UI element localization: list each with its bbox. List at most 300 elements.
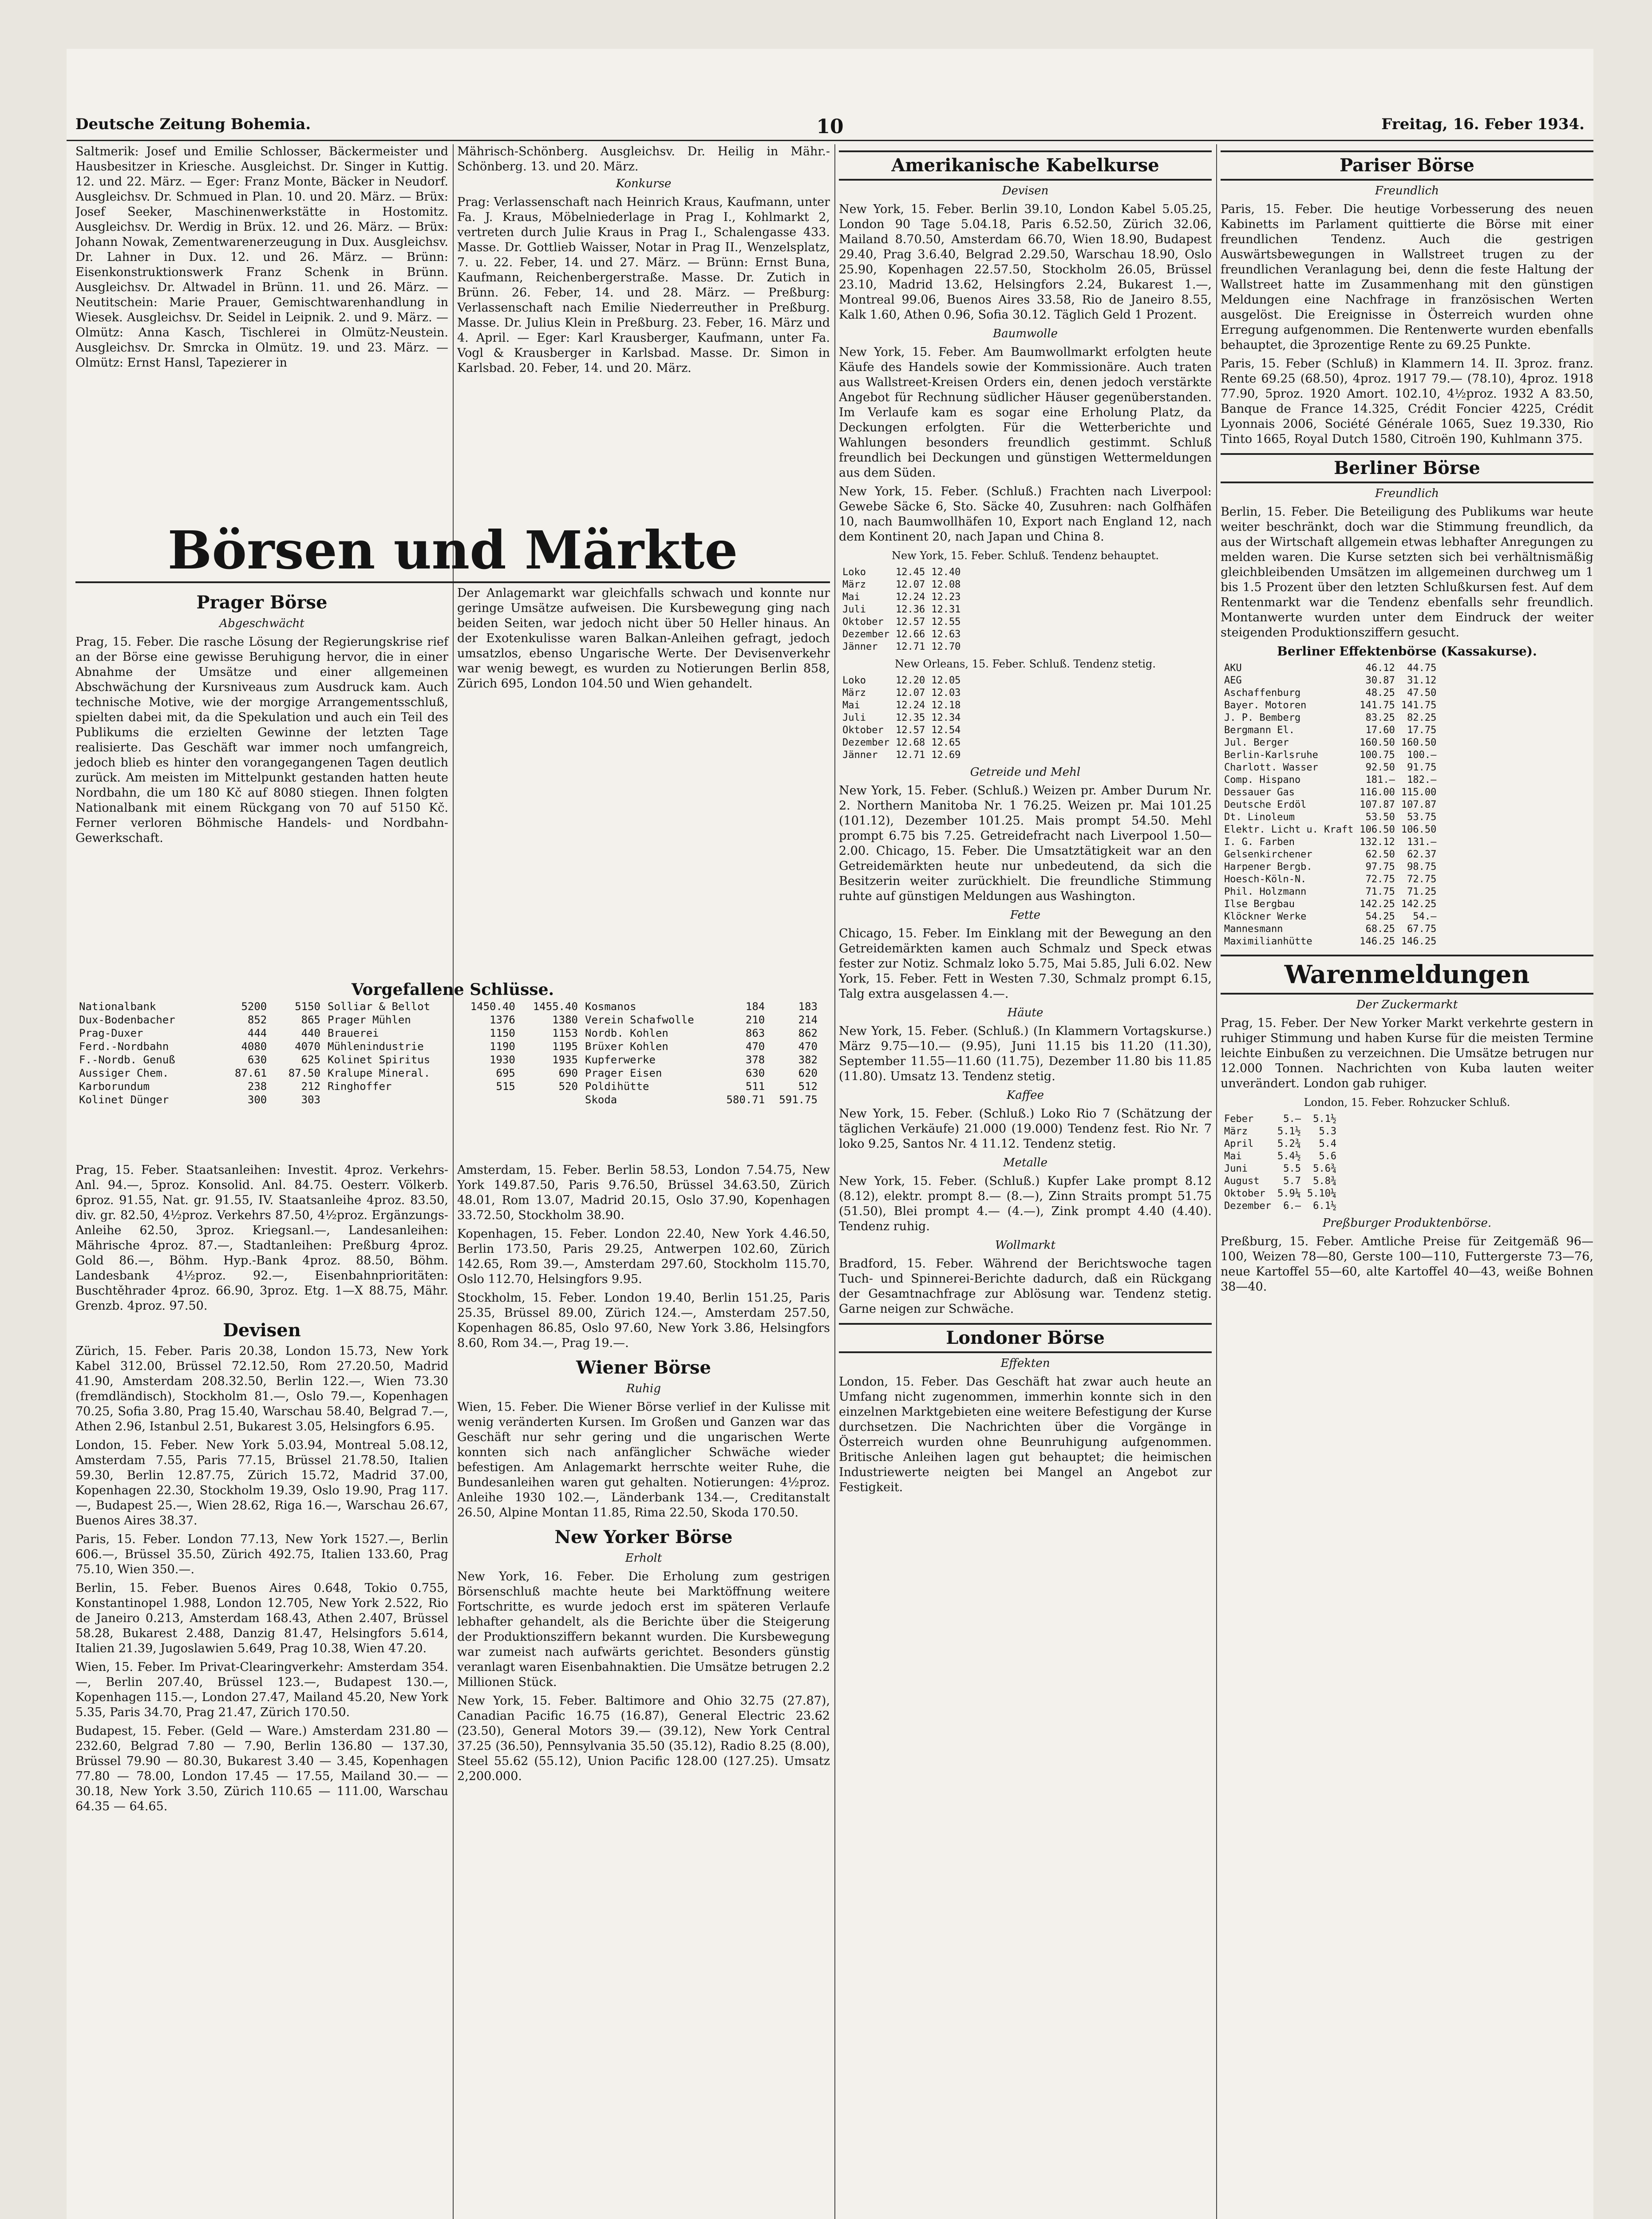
row-value: 1195 <box>552 1040 578 1053</box>
row-value: 12.40 <box>931 567 961 578</box>
row-value: 12.70 <box>931 641 961 652</box>
row-label: Mai <box>842 700 860 711</box>
row-value: 72.75 <box>1407 874 1437 885</box>
row-value: 1380 <box>552 1014 578 1026</box>
devisen-wien: Wien, 15. Feber. Im Privat-Clearingverkehr: Amsterdam 354.—, Berlin 207.40, Brüssel 123.—, Budapest 130.—, Kopenhagen 115.—, London 27.47, Mailand 45.20, New York 5.35, Paris 34.70, Prag 21.47, Zürich 170.50. <box>75 1660 448 1719</box>
row-value: 68.25 <box>1365 924 1395 935</box>
ny-devisen-text: New York, 15. Feber. Berlin 39.10, London Kabel 5.05.25, London 90 Tage 5.04.18, Paris 6.52.50, Zürich 32.06, Mailand 8.70.50, Amsterdam 66.70, Wien 18.90, Budapest 29.40, Prag 3.6.40, Belgrad 2.29.50, Warschau 18.90, Oslo 25.90, Kopenhagen 22.57.50, Stockholm 26.05, Brüssel 23.10, Madrid 13.62, Helsingfors 2.24, Bukarest 1.—, Montreal 99.06, Buenos Aires 33.58, Rio de Janeiro 8.55, Kalk 1.60, Athen 0.96, Sofia 30.12. Täglich Geld 1 Prozent. <box>839 202 1212 322</box>
londoner-boerse-heading: Londoner Börse <box>839 1323 1212 1353</box>
table-row <box>1221 687 1439 699</box>
row-label: Juni <box>1224 1163 1248 1174</box>
row-label: Mai <box>842 592 860 603</box>
table-row <box>581 1053 821 1066</box>
prager-boerse-text: Prag, 15. Feber. Die rasche Lösung der Regierungskrise rief an der Börse eine gewisse Beruhigung hervor, die in einer Abnahme der Umsätze und einer allgemeinen Abschwächung der Kursniveaus zum Ausdruck kam. Auch technische Motive, wie der morgige Arrangementsschluß, spielten dabei mit, da die Spekulation und auch ein Teil des Publikums die erzielten Gewinne der letzten Tage realisierte. Das Geschäft war immer noch umfangreich, jedoch blieb es hinter den vorangegangenen Tagen deutlich zurück. Am meisten im Mittelpunkt gestanden hatten heute Nordbahn, die um 180 Kč auf 8080 stiegen. Ihnen folgten Nationalbank mit einem Rückgang von 70 auf 5150 Kč. Ferner verloren Böhmische Handels- und Nordbahn-Gewerkschaft. <box>75 635 448 845</box>
row-value: 862 <box>798 1027 818 1039</box>
masthead-title: Deutsche Zeitung Bohemia. <box>75 115 311 133</box>
row-value: 12.20 <box>895 675 925 686</box>
row-value: 591.75 <box>779 1094 818 1106</box>
row-value: 12.66 <box>895 629 925 640</box>
row-label: Loko <box>842 675 866 686</box>
zucker-table <box>1221 1113 1340 1213</box>
row-value: 100.75 <box>1360 750 1395 761</box>
row-value: 12.34 <box>931 712 961 723</box>
row-value: 54.— <box>1413 911 1437 922</box>
row-value: 106.50 <box>1360 824 1395 835</box>
pariser-boerse-heading: Pariser Börse <box>1221 150 1593 181</box>
table-row <box>75 1066 324 1080</box>
row-label: Ilse Bergbau <box>1224 899 1295 910</box>
row-value: 1930 <box>490 1054 515 1066</box>
row-value: 12.63 <box>931 629 961 640</box>
ny-fracht-text: New York, 15. Feber. (Schluß.) Frachten nach Liverpool: Gewebe Säcke 6, Sto. Säcke 40, Zusuhren: nach Golfhäfen 10, nach Baumwollhäfen 10, Export nach England 12, nach dem Kontinent 20, nach Japan und China 8. <box>839 485 1212 544</box>
row-value: 512 <box>798 1080 818 1093</box>
baumwolle-ny-table <box>839 566 964 654</box>
haeute-text: New York, 15. Feber. (Schluß.) (In Klammern Vortagskurse.) März 9.75—10.— (9.95), Juni 11.15 bis 11.20 (11.30), September 11.55—11.60 (11.75), Dezember 11.80 bis 11.85 (11.80). Umsatz 13. Tendenz stetig. <box>839 1024 1212 1083</box>
row-value: 98.75 <box>1407 861 1437 873</box>
table-row <box>581 1080 821 1093</box>
table-row <box>840 675 963 687</box>
row-value: 12.24 <box>895 700 925 711</box>
table-row <box>1221 787 1439 798</box>
row-value: 214 <box>798 1014 818 1026</box>
pariser-boerse-kurse: Paris, 15. Feber (Schluß) in Klammern 14. II. 3proz. franz. Rente 69.25 (68.50), 4proz. 1917 79.— (78.10), 4proz. 1918 77.90, 5proz. 1920 Amort. 102.10, 4½proz. 1932 A 83.50, Banque de France 14.325, Crédit Foncier 4225, Crédit Lyonnais 2006, Société Générale 1065, Suez 19.330, Rio Tinto 1665, Royal Dutch 1580, Citroën 190, Kuhlmann 375. <box>1221 357 1593 446</box>
row-value: 5.4½ <box>1277 1151 1301 1162</box>
row-value: 5.6¾ <box>1313 1163 1337 1174</box>
haeute-heading: Häute <box>1007 1006 1043 1019</box>
konkurse-text: Prag: Verlassenschaft nach Heinrich Kraus, Kaufmann, unter Fa. J. Kraus, Möbelniederlage in Prag I., Kohlmarkt 2, vertreten durch Julie Kraus in Prag I., Schalengasse 433. Masse. Dr. Gottlieb Waisser, Notar in Prag II., Wenzelsplatz, 7. u. 22. Feber, 14. und 27. März. — Brünn: Ernst Buna, Kaufmann, Reichenbergerstraße. Masse. Dr. Zutich in Brünn. 26. Feber, 14. und 28. März. — Preßburg: Verlassenschaft nach Emilie Niederreuther in Preßburg. Masse. Dr. Julius Klein in Preßburg. 23. Feber, 16. März und 4. April. — Eger: Karl Krausberger, Kaufmann, unter Fa. Vogl & Krausberger in Karlsbad. Masse. Dr. Simon in Karlsbad. 20. Feber, 14. und 20. März. <box>457 195 830 375</box>
row-label: Gelsenkirchener <box>1224 849 1312 860</box>
new-yorker-boerse-text: New York, 16. Feber. Die Erholung zum gestrigen Börsenschluß machte heute bei Marktöffnung weitere Fortschritte, es wurde jedoch erst im späteren Verlaufe lebhafter gehandelt, als die Berichte über die Steigerung der Produktionsziffern bekannt wurden. Die Kursbewegung war zumeist nach aufwärts gerichtet. Besonders günstig veranlagt waren Eisenbahnaktien. Die Umsätze betrugen 2.2 Millionen Stück. <box>457 1570 830 1689</box>
row-label: Jul. Berger <box>1224 737 1289 748</box>
row-value: 92.50 <box>1365 762 1395 773</box>
table-row <box>840 592 963 603</box>
row-label: Nationalbank <box>79 1000 156 1013</box>
row-value: 625 <box>301 1054 320 1066</box>
row-label: Skoda <box>585 1094 617 1106</box>
table-row <box>1221 712 1439 724</box>
zucker-table-head: London, 15. Feber. Rohzucker Schluß. <box>1304 1096 1510 1109</box>
row-label: Kosmanos <box>585 1000 636 1013</box>
row-value: 62.50 <box>1365 849 1395 860</box>
row-label: Brüxer Kohlen <box>585 1040 668 1053</box>
row-label: Kolinet Dünger <box>79 1094 169 1106</box>
row-value: 863 <box>745 1027 765 1039</box>
table-row <box>1221 812 1439 823</box>
row-value: 511 <box>745 1080 765 1093</box>
row-value: 107.87 <box>1401 799 1437 810</box>
table-row <box>1221 774 1439 786</box>
row-value: 690 <box>558 1067 578 1079</box>
table-row <box>75 1000 324 1013</box>
row-value: 82.25 <box>1407 712 1437 723</box>
wollmarkt-text: Bradford, 15. Feber. Während der Berichtswoche tagen Tuch- und Spinnerei-Berichte dadurch, daß ein Rückgang der Gesamtnachfrage zur Ablösung war. Tendenz stetig. Garne neigen zur Schwäche. <box>839 1257 1212 1316</box>
row-label: Juli <box>842 604 866 615</box>
row-label: April <box>1224 1138 1254 1149</box>
table-row <box>1221 663 1439 674</box>
table-row <box>840 712 963 724</box>
row-value: 12.05 <box>931 675 961 686</box>
row-value: 12.24 <box>895 592 925 603</box>
table-row <box>75 1027 324 1040</box>
pressburg-text: Preßburg, 15. Feber. Amtliche Preise für Zeitgemäß 96—100, Weizen 78—80, Gerste 100—110, Futtergerste 73—76, neue Kartoffel 55—60, alte Kartoffel 40—43, weiße Bohnen 38—40. <box>1221 1235 1593 1294</box>
table-row <box>840 604 963 616</box>
table-row <box>75 1053 324 1066</box>
pariser-boerse-text: Paris, 15. Feber. Die heutige Vorbesserung des neuen Kabinetts im Parlament quittierte die Börse mit einer freundlichen Tendenz. Auch die gestrigen Auswärtsbewegungen in Wallstreet trugen zu der freundlichen Veranlagung bei, denn die feste Haltung der Wallstreet hatte im Zusammenhang mit den günstigen Meldungen eine Nachfrage in französischen Werten ausgelöst. Die Ereignisse in Österreich wurden ohne Erregung aufgenommen. Die Rentenwerte wurden ebenfalls behauptet, die 3prozentige Rente zu 69.25 Punkte. <box>1221 202 1593 352</box>
row-label: J. P. Bemberg <box>1224 712 1301 723</box>
table-row <box>1221 1188 1339 1200</box>
table-row <box>1221 700 1439 711</box>
table-row <box>324 1040 581 1053</box>
baumwolle-heading: Baumwolle <box>993 327 1058 340</box>
row-value: 87.61 <box>234 1067 267 1079</box>
row-label: Dezember <box>842 737 889 748</box>
prager-boerse-cont <box>457 586 830 691</box>
row-value: 440 <box>301 1027 320 1039</box>
kaffee-text: New York, 15. Feber. (Schluß.) Loko Rio 7 (Schätzung der täglichen Verkäufe) 21.000 (19.000) Tendenz fest. Rio Nr. 7 loko 9.25, Santos Nr. 4 11.12. Tendenz stetig. <box>839 1107 1212 1151</box>
row-value: 5.8¾ <box>1313 1176 1337 1187</box>
row-value: 91.75 <box>1407 762 1437 773</box>
row-value: 62.37 <box>1407 849 1437 860</box>
table-row <box>840 687 963 699</box>
warenmeldungen-heading: Warenmeldungen <box>1221 955 1593 995</box>
table-row <box>1221 861 1439 873</box>
table-row <box>1221 1113 1339 1125</box>
baumwolle-no-table <box>839 674 964 762</box>
row-value: 54.25 <box>1365 911 1395 922</box>
row-value: 115.00 <box>1401 787 1437 798</box>
row-value: 17.75 <box>1407 725 1437 736</box>
table-row <box>1221 924 1439 935</box>
masthead <box>67 115 1593 138</box>
baumwolle-no-table-head: New Orleans, 15. Feber. Schluß. Tendenz stetig. <box>894 658 1156 670</box>
row-value: 5.10¼ <box>1307 1188 1337 1199</box>
pariser-boerse-sub: Freundlich <box>1375 184 1439 197</box>
row-label: Aschaffenburg <box>1224 687 1301 699</box>
row-value: 4080 <box>241 1040 267 1053</box>
row-label: Nordb. Kohlen <box>585 1027 668 1039</box>
konkurse-heading: Konkurse <box>616 177 672 190</box>
wiener-boerse-sub: Ruhig <box>626 1382 661 1395</box>
table-row <box>840 737 963 749</box>
row-value: 106.50 <box>1401 824 1437 835</box>
row-label: Brauerei <box>328 1027 379 1039</box>
getreide-heading: Getreide und Mehl <box>970 766 1081 779</box>
table-row <box>581 1093 821 1106</box>
table-row <box>1221 737 1439 749</box>
row-label: Loko <box>842 567 866 578</box>
row-value: 141.75 <box>1360 700 1395 711</box>
row-value: 12.57 <box>895 725 925 736</box>
row-value: 132.12 <box>1360 837 1395 848</box>
row-value: 17.60 <box>1365 725 1395 736</box>
row-value: 31.12 <box>1407 675 1437 686</box>
row-value: 5.5 <box>1283 1163 1301 1174</box>
table-row <box>324 1066 581 1080</box>
berliner-boerse-sub: Freundlich <box>1375 487 1439 500</box>
vorgefallene-heading: Vorgefallene Schlüsse. <box>351 980 554 999</box>
row-label: Mannesmann <box>1224 924 1283 935</box>
table-row <box>1221 1200 1339 1212</box>
metalle-text: New York, 15. Feber. (Schluß.) Kupfer Lake prompt 8.12 (8.12), elektr. prompt 8.— (8.—), Zinn Straits prompt 51.75 (51.50), Blei prompt 4.— (4.—), Zink prompt 4.40 (4.40). Tendenz ruhig. <box>839 1174 1212 1233</box>
row-value: 5.6 <box>1319 1151 1337 1162</box>
new-yorker-boerse-kurse: New York, 15. Feber. Baltimore and Ohio 32.75 (27.87), Canadian Pacific 16.75 (16.87), General Electric 23.62 (23.50), General Motors 39.— (39.12), New York Central 37.25 (36.50), Pennsylvania 35.50 (35.12), Radio 8.25 (8.00), Steel 55.62 (55.12), Union Pacific 128.00 (127.25). Umsatz 2,200.000. <box>457 1694 830 1783</box>
row-value: 12.65 <box>931 737 961 748</box>
row-value: 6.— <box>1283 1200 1301 1212</box>
row-value: 87.50 <box>288 1067 320 1079</box>
row-value: 48.25 <box>1365 687 1395 699</box>
kopenhagen-text: Kopenhagen, 15. Feber. London 22.40, New York 4.46.50, Berlin 173.50, Paris 29.25, Antwerpen 102.60, Zürich 142.65, Rom 39.—, Amsterdam 297.60, Stockholm 115.70, Oslo 112.70, Helsingfors 9.95. <box>457 1227 830 1286</box>
column-1-bottom <box>75 1163 448 1814</box>
row-label: Comp. Hispano <box>1224 774 1301 786</box>
masthead-rule <box>67 140 1593 141</box>
schluesse-table-mid <box>324 1000 581 1093</box>
row-value: 1376 <box>490 1014 515 1026</box>
devisen-zurich: Zürich, 15. Feber. Paris 20.38, London 15.73, New York Kabel 312.00, Brüssel 72.12.50, Rom 27.20.50, Madrid 41.90, Amsterdam 208.32.50, Berlin 122.—, Wien 73.30 (fremdländisch), Stockholm 81.—, Oslo 79.—, Kopenhagen 70.25, Sofia 3.80, Prag 15.40, Warschau 58.40, Belgrad 7.—, Athen 2.96, Istanbul 2.51, Bukarest 3.05, Helsingfors 6.95. <box>75 1344 448 1433</box>
row-value: 6.1½ <box>1313 1200 1337 1212</box>
zuckermarkt-text: Prag, 15. Feber. Der New Yorker Markt verkehrte gestern in ruhiger Stimmung und haben Kurse für die meisten Termine leichte Einbußen zu verzeichnen. Die Umsätze betrugen nur 12.000 Tonnen. Nachrichten von Kuba lauten weiter unverändert. London gab ruhiger. <box>1221 1016 1593 1090</box>
devisen-berlin: Berlin, 15. Feber. Buenos Aires 0.648, Tokio 0.755, Konstantinopel 1.988, London 12.705, New York 2.522, Rio de Janeiro 0.213, Amsterdam 168.43, Athen 2.407, Brüssel 58.28, Bukarest 2.488, Danzig 81.47, Helsingfors 5.614, Italien 21.39, Jugoslawien 5.649, Prag 10.38, Wien 47.20. <box>75 1581 448 1655</box>
row-label: AKU <box>1224 663 1242 674</box>
row-label: Berlin-Karlsruhe <box>1224 750 1318 761</box>
row-value: 12.69 <box>931 750 961 761</box>
row-value: 1190 <box>490 1040 515 1053</box>
row-value: 146.25 <box>1401 936 1437 947</box>
row-value: 146.25 <box>1360 936 1395 947</box>
row-value: 46.12 <box>1365 663 1395 674</box>
row-value: 300 <box>247 1094 267 1106</box>
table-row <box>1221 762 1439 774</box>
row-label: Charlott. Wasser <box>1224 762 1318 773</box>
row-label: Dessauer Gas <box>1224 787 1295 798</box>
row-value: 520 <box>558 1080 578 1093</box>
row-value: 183 <box>798 1000 818 1013</box>
prager-boerse-section <box>75 586 448 846</box>
row-label: Dux-Bodenbacher <box>79 1014 175 1026</box>
row-label: Oktober <box>842 616 884 628</box>
row-value: 1153 <box>552 1027 578 1039</box>
row-value: 72.75 <box>1365 874 1395 885</box>
wollmarkt-heading: Wollmarkt <box>995 1239 1056 1252</box>
row-value: 630 <box>247 1054 267 1066</box>
row-value: 695 <box>496 1067 515 1079</box>
row-value: 12.57 <box>895 616 925 628</box>
row-value: 5200 <box>241 1000 267 1013</box>
row-label: Prager Eisen <box>585 1067 662 1079</box>
row-value: 160.50 <box>1401 737 1437 748</box>
row-value: 5.4 <box>1319 1138 1337 1149</box>
row-label: I. G. Farben <box>1224 837 1295 848</box>
row-value: 184 <box>745 1000 765 1013</box>
row-value: 515 <box>496 1080 515 1093</box>
row-value: 303 <box>301 1094 320 1106</box>
row-value: 382 <box>798 1054 818 1066</box>
table-row <box>75 1080 324 1093</box>
column-divider <box>1216 144 1217 2219</box>
londoner-boerse-text: London, 15. Feber. Das Geschäft hat zwar auch heute an Umfang nicht zugenommen, immerhin konnte sich in den einzelnen Marktgebieten eine weitere Befestigung der Kurse durchsetzen. Die Nachrichten über die Vorgänge in Österreich wurden ohne Beunruhigung aufgenommen. Britische Anleihen lagen gut behauptet; die heimischen Industriewerte neigten bei Mangel an Angebot zur Festigkeit. <box>839 1375 1212 1494</box>
londoner-boerse-sub: Effekten <box>1000 1357 1050 1370</box>
table-row <box>1221 911 1439 923</box>
row-value: 12.36 <box>895 604 925 615</box>
table-row <box>1221 799 1439 811</box>
row-label: Dezember <box>1224 1200 1271 1212</box>
row-value: 142.25 <box>1401 899 1437 910</box>
table-row <box>840 700 963 711</box>
row-label: Juli <box>842 712 866 723</box>
row-label: März <box>842 579 866 590</box>
table-row <box>840 750 963 761</box>
table-row <box>1221 874 1439 885</box>
prager-boerse-heading: Prager Börse <box>196 592 328 613</box>
row-value: 30.87 <box>1365 675 1395 686</box>
row-value: 181.— <box>1365 774 1395 786</box>
row-label: Prag-Duxer <box>79 1027 143 1039</box>
row-value: 160.50 <box>1360 737 1395 748</box>
table-row <box>1221 1126 1339 1137</box>
row-label: Aussiger Chem. <box>79 1067 169 1079</box>
row-value: 12.07 <box>895 687 925 699</box>
row-value: 47.50 <box>1407 687 1437 699</box>
row-label: Maximilianhütte <box>1224 936 1312 947</box>
row-label: März <box>842 687 866 699</box>
row-value: 12.08 <box>931 579 961 590</box>
table-row <box>1221 824 1439 836</box>
table-row <box>581 1000 821 1013</box>
new-yorker-boerse-heading: New Yorker Börse <box>554 1527 733 1548</box>
row-value: 470 <box>798 1040 818 1053</box>
table-row <box>1221 886 1439 898</box>
row-label: Karborundum <box>79 1080 150 1093</box>
table-row <box>324 1000 581 1013</box>
row-label: Ferd.-Nordbahn <box>79 1040 169 1053</box>
vorgefallene-schluesse <box>75 980 830 1106</box>
row-value: 1450.40 <box>470 1000 515 1013</box>
row-value: 83.25 <box>1365 712 1395 723</box>
row-label: Phil. Holzmann <box>1224 886 1307 897</box>
table-row <box>1221 750 1439 761</box>
table-row <box>840 567 963 578</box>
row-value: 5.9¼ <box>1277 1188 1301 1199</box>
row-label: August <box>1224 1176 1260 1187</box>
row-value: 71.25 <box>1407 886 1437 897</box>
row-label: Klöckner Werke <box>1224 911 1307 922</box>
table-row <box>1221 675 1439 687</box>
row-label: Harpener Bergb. <box>1224 861 1312 873</box>
table-row <box>324 1080 581 1093</box>
prager-boerse-text-2: Der Anlagemarkt war gleichfalls schwach und konnte nur geringe Umsätze aufweisen. Die Kursbewegung ging nach beiden Seiten, war jedoch nicht über 50 Heller hinaus. An der Exotenkulisse waren Balkan-Anleihen gefragt, jedoch umsatzlos, ebenso Ungarische Werte. Der Devisenverkehr war wenig bewegt, es wurden zu Notierungen Berlin 858, Zürich 695, London 104.50 und Wien gehandelt. <box>457 586 830 691</box>
column-divider <box>453 144 454 2219</box>
new-yorker-boerse-sub: Erholt <box>625 1552 662 1565</box>
row-value: 865 <box>301 1014 320 1026</box>
row-value: 131.— <box>1407 837 1437 848</box>
row-value: 1455.40 <box>533 1000 578 1013</box>
table-row <box>1221 849 1439 861</box>
row-value: 378 <box>745 1054 765 1066</box>
section-title: Börsen und Märkte <box>75 519 830 583</box>
row-label: Jänner <box>842 750 878 761</box>
row-value: 71.75 <box>1365 886 1395 897</box>
row-value: 5.— <box>1283 1113 1301 1125</box>
row-value: 100.— <box>1407 750 1437 761</box>
row-value: 12.55 <box>931 616 961 628</box>
metalle-heading: Metalle <box>1003 1156 1047 1169</box>
row-value: 620 <box>798 1067 818 1079</box>
row-value: 97.75 <box>1365 861 1395 873</box>
column-divider <box>834 144 835 2219</box>
row-label: März <box>1224 1126 1248 1137</box>
row-value: 182.— <box>1407 774 1437 786</box>
ausgleich-text: Saltmerik: Josef und Emilie Schlosser, Bäckermeister und Hausbesitzer in Kriesche. Ausgleichst. Dr. Singer in Kuttig. 12. und 22. März. — Eger: Franz Monte, Bäcker in Neudorf. Ausgleichsv. Dr. Schmued in Plan. 10. und 20. März. — Brüx: Josef Seeker, Maschinenwerkstätte in Hostomitz. Ausgleichsv. Dr. Werdig in Brüx. 12. und 26. März. — Brüx: Johann Nowak, Zementwarenerzeugung in Dux. Ausgleichsv. Dr. Lahner in Dux. 12. und 26. März. — Brünn: Eisenkonstruktionswerk Franz Schenk in Brünn. Ausgleichsv. Dr. Altwadel in Brünn. 11. und 26. März. — Neutitschein: Marie Prauer, Gemischtwarenhandlung in Wiesek. Ausgleichsv. Dr. Seidel in Leipnik. 2. und 9. März. — Olmütz: Anna Kasch, Tischlerei in Olmütz-Neustein. Ausgleichsv. Dr. Smrcka in Olmütz. 19. und 23. März. — Olmütz: Ernst Hansl, Tapezierer in <box>75 145 448 370</box>
table-row <box>75 1093 324 1106</box>
column-4 <box>1221 144 1593 2219</box>
row-value: 141.75 <box>1401 700 1437 711</box>
row-value: 12.71 <box>895 750 925 761</box>
row-label: Oktober <box>842 725 884 736</box>
column-2-top <box>457 144 830 513</box>
table-row <box>1221 837 1439 848</box>
row-label: Poldihütte <box>585 1080 649 1093</box>
table-row <box>840 725 963 736</box>
berliner-boerse-heading: Berliner Börse <box>1221 453 1593 483</box>
devisen-paris: Paris, 15. Feber. London 77.13, New York 1527.—, Berlin 606.—, Brüssel 35.50, Zürich 492.75, Italien 133.60, Prag 75.10, Wien 350.—. <box>75 1532 448 1576</box>
amerikanische-kabelkurse-heading: Amerikanische Kabelkurse <box>839 150 1212 181</box>
row-label: Kralupe Mineral. <box>328 1067 431 1079</box>
kassakurse-heading: Berliner Effektenbörse (Kassakurse). <box>1277 644 1537 659</box>
row-label: Kupferwerke <box>585 1054 656 1066</box>
kassakurse-table <box>1221 662 1440 948</box>
row-value: 212 <box>301 1080 320 1093</box>
zuckermarkt-heading: Der Zuckermarkt <box>1356 998 1458 1011</box>
devisen-budapest: Budapest, 15. Feber. (Geld — Ware.) Amsterdam 231.80 — 232.60, Belgrad 7.80 — 7.90, Berlin 136.80 — 137.30, Brüssel 79.90 — 80.30, Bukarest 3.40 — 3.45, Kopenhagen 77.80 — 78.00, London 17.45 — 17.55, Mailand 30.— — 30.18, New York 3.50, Zürich 110.65 — 111.00, Warschau 64.35 — 64.65. <box>75 1724 448 1813</box>
row-value: 852 <box>247 1014 267 1026</box>
table-row <box>324 1013 581 1027</box>
stockholm-text: Stockholm, 15. Feber. London 19.40, Berlin 151.25, Paris 25.35, Brüssel 89.00, Zürich 124.—, Amsterdam 257.50, Kopenhagen 86.85, Oslo 97.60, New York 3.86, Helsingfors 8.60, Rom 34.—, Prag 19.—. <box>457 1291 830 1350</box>
table-row <box>1221 1163 1339 1175</box>
row-value: 107.87 <box>1360 799 1395 810</box>
row-label: Dezember <box>842 629 889 640</box>
kaffee-heading: Kaffee <box>1006 1089 1044 1102</box>
prager-boerse-sub: Abgeschwächt <box>219 617 304 630</box>
row-value: 444 <box>247 1027 267 1039</box>
fette-heading: Fette <box>1010 908 1041 922</box>
row-value: 44.75 <box>1407 663 1437 674</box>
table-row <box>324 1053 581 1066</box>
row-label: Mai <box>1224 1151 1242 1162</box>
row-label: Bergmann El. <box>1224 725 1295 736</box>
table-row <box>1221 1151 1339 1162</box>
row-label: Verein Schafwolle <box>585 1014 694 1026</box>
row-value: 142.25 <box>1360 899 1395 910</box>
table-row <box>324 1027 581 1040</box>
devisen-heading: Devisen <box>223 1320 301 1341</box>
row-value: 5.2¾ <box>1277 1138 1301 1149</box>
row-value: 12.45 <box>895 567 925 578</box>
berliner-boerse-text: Berlin, 15. Feber. Die Beteiligung des Publikums war heute weiter beschränkt, doch war die Stimmung freundlich, da aus der Wirtschaft allgemein etwas lebhafter Anregungen zu melden waren. Die Kurse setzten sich bei verhältnismäßig gleichbleibenden Umsätzen im allgemeinen durchweg um 1 bis 1.5 Prozent über den letzten Schlußkursen fest. Auf dem Rentenmarkt war die Tendenz ebenfalls sehr freundlich. Montanwerte wurden unter dem Eindruck der weiter steigenden Produktionsziffern gesucht. <box>1221 505 1593 640</box>
table-row <box>840 616 963 628</box>
getreide-text: New York, 15. Feber. (Schluß.) Weizen pr. Amber Durum Nr. 2. Northern Manitoba Nr. 1 76.25. Weizen pr. Mai 101.25 (101.12), Dezember 101.25. Mais prompt 54.50. Mehl prompt 6.75 bis 7.25. Getreidefracht nach Liverpool 1.50—2.00. Chicago, 15. Feber. Die Umsatztätigkeit war an den Getreidemärkten heute nur unbedeutend, da sich die Besitzerin weiter zurückhielt. Die freundliche Stimmung ruhte auf günstigen Meldungen aus Washington. <box>839 784 1212 903</box>
column-3 <box>839 144 1212 2219</box>
row-value: 5.1½ <box>1277 1126 1301 1137</box>
masthead-date: Freitag, 16. Feber 1934. <box>1381 115 1585 133</box>
newspaper-page <box>67 49 1593 2219</box>
table-row <box>75 1013 324 1027</box>
column-2-bottom <box>457 1163 830 1784</box>
row-value: 470 <box>745 1040 765 1053</box>
baumwolle-table-head: New York, 15. Feber. Schluß. Tendenz behauptet. <box>892 549 1159 562</box>
row-label: Prager Mühlen <box>328 1014 411 1026</box>
schluesse-table-right <box>581 1000 821 1106</box>
row-label: Solliar & Bellot <box>328 1000 431 1013</box>
row-value: 4070 <box>295 1040 320 1053</box>
